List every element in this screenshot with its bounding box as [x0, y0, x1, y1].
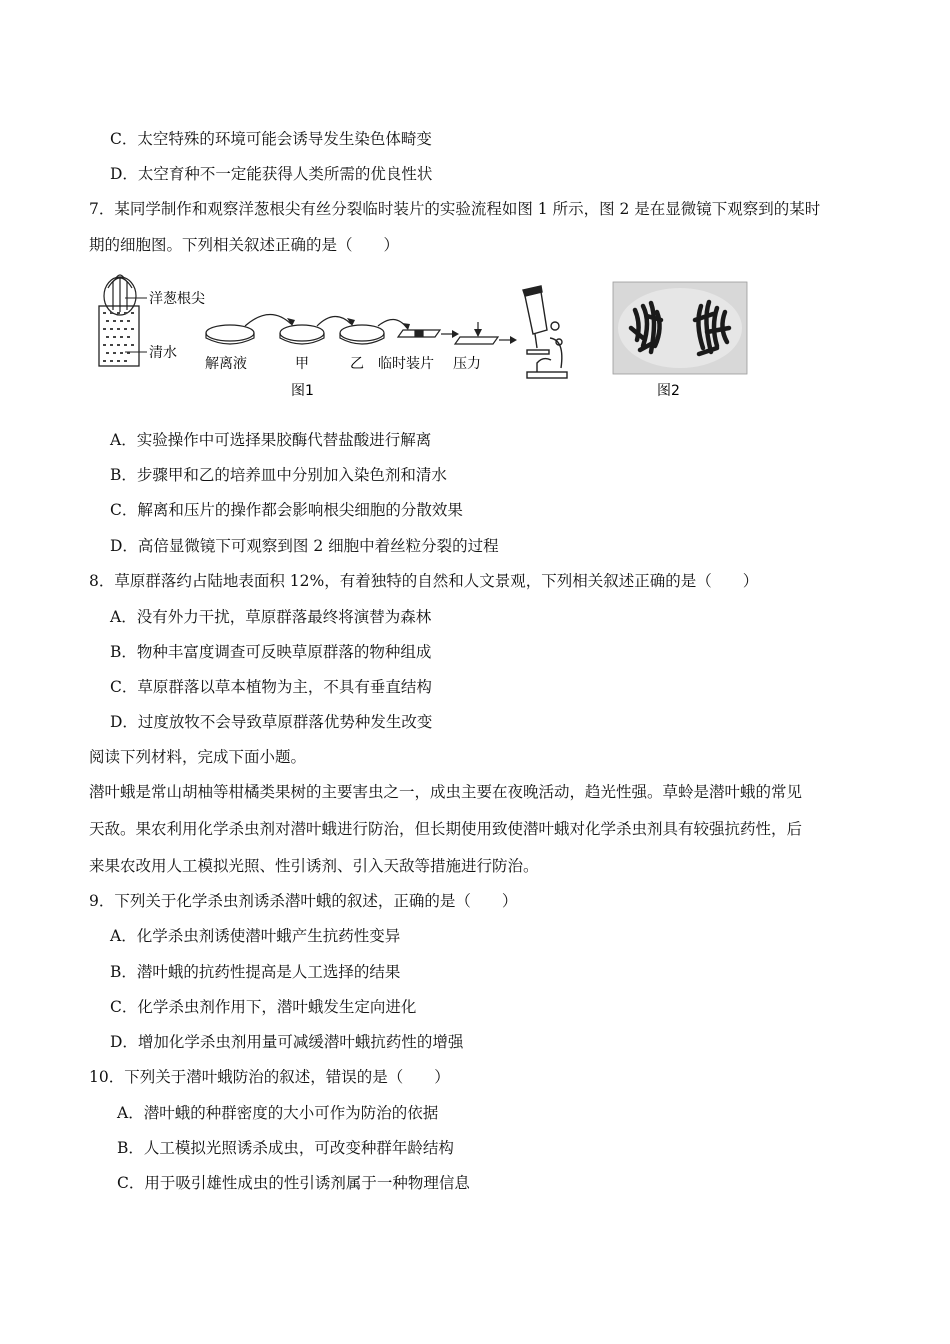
option-8d: D．过度放牧不会导致草原群落优势种发生改变: [110, 713, 433, 731]
microscope-icon: [523, 286, 567, 378]
question-8: 8．草原群落约占陆地表面积 12%，有着独特的自然和人文景观，下列相关叙述正确的是（ ）: [89, 572, 759, 590]
step-label-4: 压力: [453, 356, 481, 372]
question-10: 10．下列关于潜叶蛾防治的叙述，错误的是（ ）: [89, 1068, 450, 1086]
material-line3: 来果农改用人工模拟光照、性引诱剂、引入天敌等措施进行防治。: [89, 857, 539, 875]
petri-dish-dissociation: [206, 325, 254, 344]
figure-1-diagram: [95, 268, 855, 403]
option-7c: C．解离和压片的操作都会影响根尖细胞的分散效果: [110, 501, 463, 519]
figure-1-caption: 图1: [291, 383, 314, 399]
label-water: 清水: [149, 345, 177, 361]
option-10b: B．人工模拟光照诱杀成虫，可改变种群年龄结构: [117, 1139, 454, 1157]
option-8c: C．草原群落以草本植物为主，不具有垂直结构: [110, 678, 432, 696]
option-8b: B．物种丰富度调查可反映草原群落的物种组成: [110, 643, 432, 661]
option-9a: A．化学杀虫剂诱使潜叶蛾产生抗药性变异: [110, 927, 401, 945]
petri-dish-yi: [340, 325, 384, 344]
material-line2: 天敌。果农利用化学杀虫剂对潜叶蛾进行防治，但长期使用致使潜叶蛾对化学杀虫剂具有较强抗药性，后: [89, 820, 803, 838]
option-10a: A．潜叶蛾的种群密度的大小可作为防治的依据: [117, 1104, 439, 1122]
label-root: 洋葱根尖: [149, 291, 205, 307]
option-6c: C．太空特殊的环境可能会诱导发生染色体畸变: [110, 130, 432, 148]
option-9b: B．潜叶蛾的抗药性提高是人工选择的结果: [110, 963, 401, 981]
option-7b: B．步骤甲和乙的培养皿中分别加入染色剂和清水: [110, 466, 447, 484]
cell-micrograph: [613, 282, 747, 374]
experiment-figure: [95, 268, 855, 403]
option-7a: A．实验操作中可选择果胶酶代替盐酸进行解离: [110, 431, 432, 449]
reading-instruction: 阅读下列材料，完成下面小题。: [89, 748, 307, 766]
option-7d: D．高倍显微镜下可观察到图 2 细胞中着丝粒分裂的过程: [110, 537, 499, 555]
step-label-3: 临时装片: [378, 356, 434, 372]
step-label-2: 乙: [350, 356, 364, 372]
water-pattern: [103, 312, 134, 362]
option-9d: D．增加化学杀虫剂用量可减缓潜叶蛾抗药性的增强: [110, 1033, 464, 1051]
question-7-line2: 期的细胞图。下列相关叙述正确的是（ ）: [89, 236, 400, 254]
step-label-0: 解离液: [205, 356, 247, 372]
material-line1: 潜叶蛾是常山胡柚等柑橘类果树的主要害虫之一，成虫主要在夜晚活动，趋光性强。草蛉是潜叶蛾的常见: [89, 783, 803, 801]
option-10c: C．用于吸引雄性成虫的性引诱剂属于一种物理信息: [117, 1174, 470, 1192]
arrow-2: [317, 316, 351, 326]
step-label-1: 甲: [295, 356, 309, 372]
question-9: 9．下列关于化学杀虫剂诱杀潜叶蛾的叙述，正确的是（ ）: [89, 892, 518, 910]
figure-2-caption: 图2: [657, 383, 680, 399]
petri-dish-jia: [280, 325, 324, 344]
arrow-1: [245, 314, 291, 326]
option-8a: A．没有外力干扰，草原群落最终将演替为森林: [110, 608, 432, 626]
slide-icon: [398, 330, 440, 337]
option-9c: C．化学杀虫剂作用下，潜叶蛾发生定向进化: [110, 998, 417, 1016]
option-6d: D．太空育种不一定能获得人类所需的优良性状: [110, 165, 433, 183]
onion-bulb-icon: [104, 275, 136, 315]
question-7-line1: 7．某同学制作和观察洋葱根尖有丝分裂临时装片的实验流程如图 1 所示，图 2 是在显微镜下观察到的某时: [89, 200, 821, 218]
